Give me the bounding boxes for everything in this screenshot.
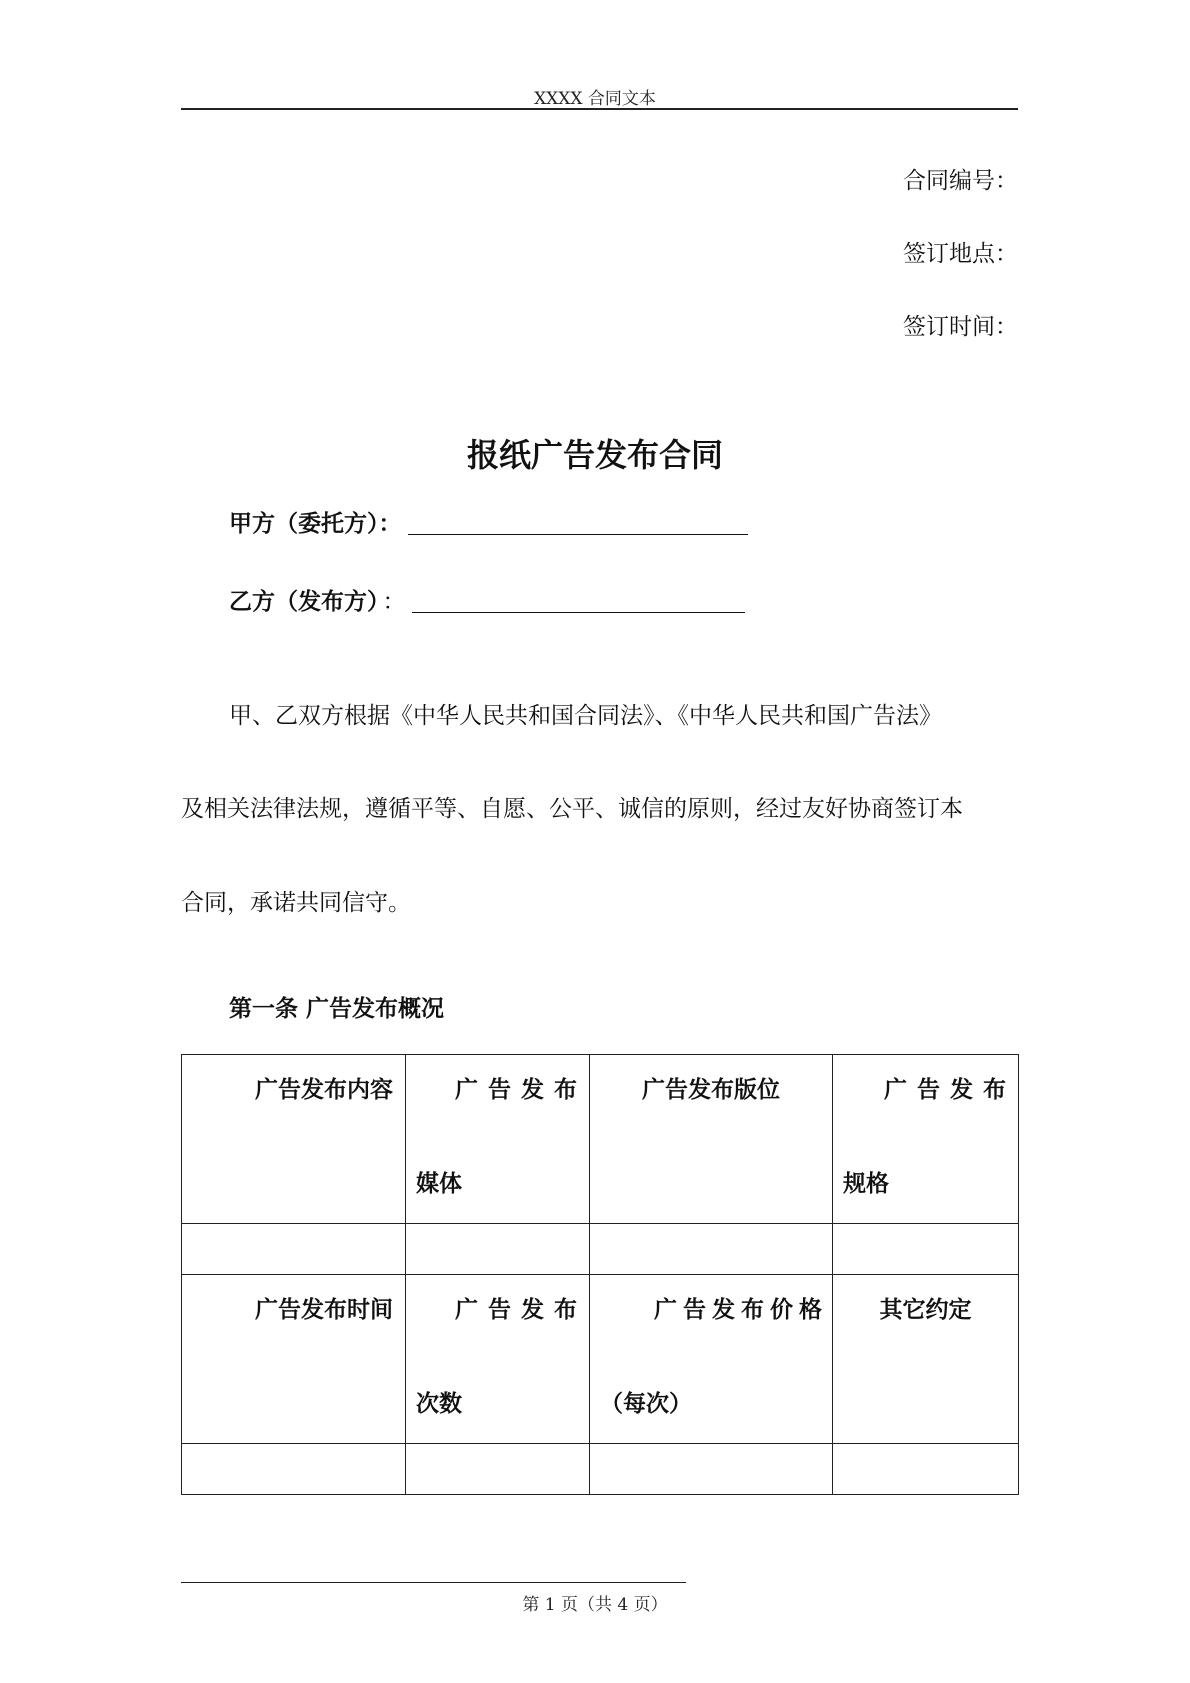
footer-rule: [181, 1582, 686, 1583]
header-ad-price-line1: 广告发布价格: [654, 1297, 828, 1323]
table-cell: [406, 1055, 590, 1224]
table-row: [182, 1055, 1019, 1224]
header-ad-price-line2: （每次）: [600, 1391, 692, 1417]
header-ad-count-line1: 广告发布: [455, 1297, 587, 1323]
party-b-label: 乙方（发布方）: [229, 589, 379, 615]
ad-overview-table: [181, 1054, 1019, 1495]
table-cell: [182, 1055, 406, 1224]
empty-cell: [182, 1444, 406, 1495]
header-ad-spec-line2: 规格: [843, 1171, 889, 1197]
header-ad-position: 广告发布版位: [642, 1077, 780, 1103]
header-ad-spec-line1: 广告发布: [884, 1077, 1016, 1103]
party-a-row: [229, 505, 748, 538]
table-cell: [406, 1275, 590, 1444]
empty-cell: [182, 1224, 406, 1275]
contract-number-label: 合同编号：: [903, 168, 1018, 194]
party-a-colon: ：: [378, 511, 402, 537]
table-row: [182, 1224, 1019, 1275]
header-ad-content: 广告发布内容: [255, 1077, 393, 1103]
table-cell: [182, 1275, 406, 1444]
empty-cell: [833, 1444, 1019, 1495]
header-ad-time: 广告发布时间: [255, 1297, 393, 1323]
table-row: [182, 1444, 1019, 1495]
empty-cell: [590, 1444, 833, 1495]
section-1-title: 第一条 广告发布概况: [229, 996, 445, 1022]
header-ad-media-line1: 广告发布: [455, 1077, 587, 1103]
intro-line-1: 甲、乙双方根据《中华人民共和国合同法》、《中华人民共和国广告法》: [229, 703, 942, 729]
signing-time-label: 签订时间：: [903, 314, 1018, 340]
table-cell: [590, 1055, 833, 1224]
signing-place-label: 签订地点：: [903, 241, 1018, 267]
party-a-blank: [408, 514, 748, 535]
document-title: 报纸广告发布合同: [466, 436, 723, 474]
header-ad-count-line2: 次数: [416, 1391, 462, 1417]
party-b-colon: ：: [382, 589, 406, 615]
party-b-row: [229, 583, 745, 616]
party-b-blank: [412, 592, 745, 613]
empty-cell: [406, 1224, 590, 1275]
page-number: 第 1 页（共 4 页）: [522, 1595, 668, 1615]
table-cell: [590, 1275, 833, 1444]
header-ad-media-line2: 媒体: [416, 1171, 462, 1197]
empty-cell: [406, 1444, 590, 1495]
intro-line-3: 合同，承诺共同信守。: [181, 890, 411, 916]
intro-line-2: 及相关法律法规，遵循平等、自愿、公平、诚信的原则，经过友好协商签订本: [181, 796, 963, 822]
table-row: [182, 1275, 1019, 1444]
header-rule: [181, 108, 1018, 110]
table-cell: [833, 1275, 1019, 1444]
empty-cell: [590, 1224, 833, 1275]
party-a-label: 甲方（委托方）: [229, 511, 379, 537]
header-other-terms: 其它约定: [879, 1297, 972, 1323]
running-header: XXXX 合同文本: [534, 89, 656, 109]
empty-cell: [833, 1224, 1019, 1275]
table-cell: [833, 1055, 1019, 1224]
